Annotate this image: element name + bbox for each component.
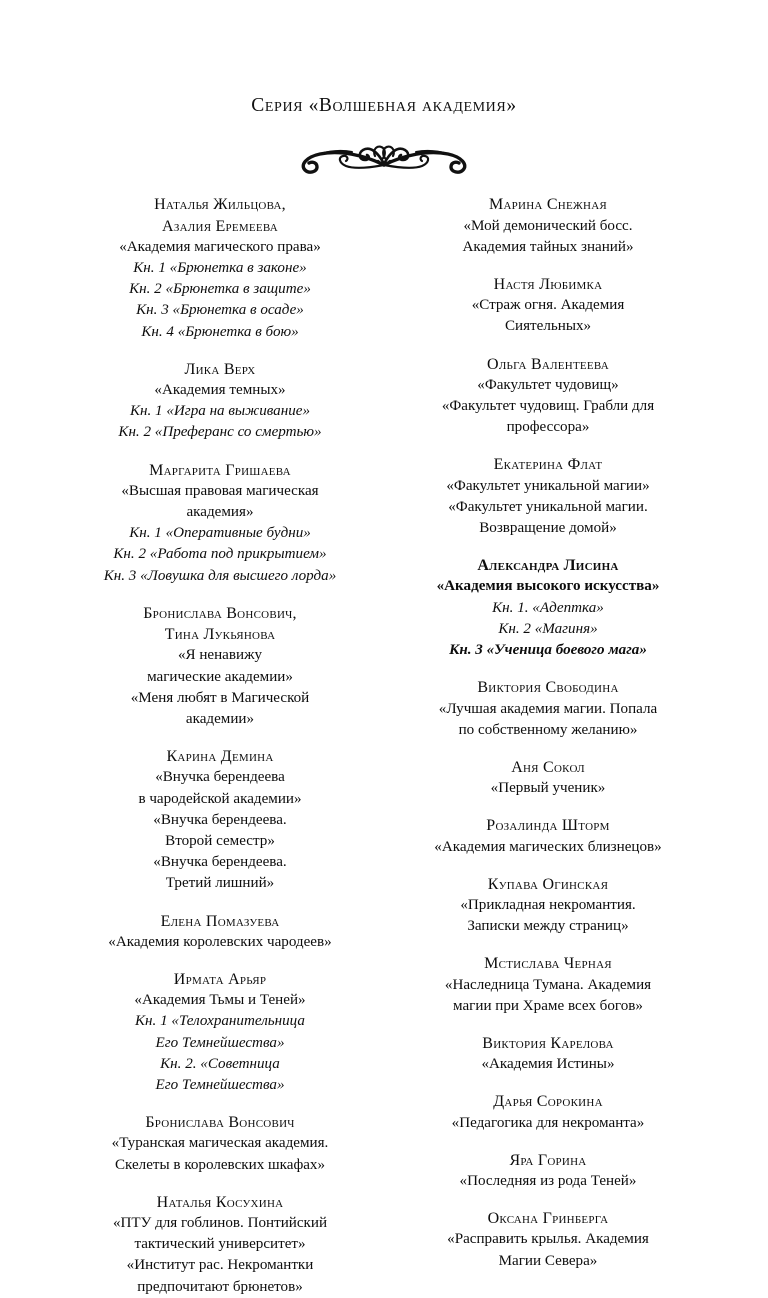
entry-book-title: «Факультет чудовищ» [477,376,619,393]
entry-author-name: Александра Лисина [477,557,619,575]
entry-book-title: «Академия темных» [154,382,286,399]
entry-book-title: «Туранская магическая академия. [111,1135,329,1152]
entry-book-title: Скелеты в королевских шкафах» [114,1156,326,1173]
entry-volume-line: Его Темнейшества» [155,1076,285,1093]
entry-book-title: «Внучка берендеева. [153,811,287,828]
entry-book-title: академии» [185,710,255,727]
entry-book-title: «Факультет уникальной магии» [446,477,650,494]
entry-volume-line: Кн. 4 «Брюнетка в бою» [141,323,299,340]
entry-author-name: Азалия Еремеева [162,217,278,235]
entry-author-name: Оксана Гринберга [487,1210,609,1228]
entry-book-title: «Академия магических близнецов» [434,838,662,855]
entry-author-name: Виктория Карелова [482,1034,614,1052]
entry-volume-line: Кн. 1. «Адептка» [492,599,604,616]
entry-author-name: Екатерина Флат [493,456,603,474]
series-entry [398,1150,698,1192]
entry-book-title: академия» [186,504,254,521]
series-entry [398,555,698,661]
entry-book-title: «Академия высокого искусства» [436,578,660,595]
entry-author-name: Бронислава Вонсович [145,1114,295,1132]
series-entry [70,359,370,444]
series-entry [398,274,698,338]
entry-volume-line: Его Темнейшества» [155,1034,285,1051]
series-entry [70,911,370,953]
entry-author-name: Розалинда Шторм [486,817,610,835]
entry-volume-line: Кн. 1 «Игра на выживание» [129,403,311,420]
series-entry [398,1208,698,1272]
entry-author-name: Аня Сокол [511,758,585,776]
entry-volume-line: Кн. 1 «Оперативные будни» [129,525,311,542]
entry-book-title: «Меня любят в Магической [130,689,310,706]
series-entry [70,1112,370,1176]
entry-book-title: магические академии» [147,668,293,685]
entry-book-title: Записки между страниц» [467,918,629,935]
entry-author-name: Настя Любимка [493,276,603,294]
series-entry [70,603,370,730]
entry-book-title: по собственному желанию» [458,721,638,738]
series-entry [398,354,698,439]
entry-author-name: Лика Верх [184,360,256,378]
entry-book-title: «Прикладная некромантия. [460,896,636,913]
entry-volume-line: Кн. 2 «Работа под прикрытием» [113,546,327,563]
entry-book-title: «Факультет уникальной магии. [448,498,648,515]
entry-book-title: «Академия Истины» [481,1056,615,1073]
entry-book-title: «Внучка берендеева [155,769,285,786]
series-entry [398,194,698,258]
series-entry [70,460,370,587]
entry-book-title: «Академия магического права» [119,238,321,255]
entry-volume-line: Кн. 3 «Ловушка для высшего лорда» [103,567,337,584]
entry-book-title: «Лучшая академия магии. Попала [438,700,658,717]
entry-book-title: в чародейской академии» [138,790,302,807]
entry-author-name: Купава Огинская [487,875,609,893]
entry-book-title: «Академия королевских чародеев» [108,933,332,950]
entry-author-name: Наталья Жильцова, [154,196,286,214]
entry-book-title: «Первый ученик» [490,780,606,797]
entry-book-title: предпочитают брюнетов» [137,1278,303,1295]
entry-author-name: Мстислава Черная [484,955,612,973]
series-columns [0,194,768,1297]
series-entry [398,757,698,799]
flourish-divider-ornament [0,138,768,180]
page-title: Серия «Волшебная академия» [251,95,517,116]
entry-book-title: «Академия Тьмы и Теней» [134,992,306,1009]
entry-book-title: «Мой демонический босс. [463,217,633,234]
entry-author-name: Ирмата Арьяр [173,970,267,988]
entry-author-name: Яра Горина [509,1151,587,1169]
entry-book-title: «Последняя из рода Теней» [459,1172,637,1189]
entry-volume-line: Кн. 2 «Магиня» [498,620,598,637]
series-entry [70,194,370,342]
entry-volume-line: Кн. 2 «Преферанс со смертью» [118,424,322,441]
series-entry [398,815,698,857]
entry-author-name: Маргарита Гришаева [149,461,291,479]
entry-book-title: тактический университет» [134,1236,306,1253]
entry-book-title: «Я ненавижу [177,647,263,664]
entry-book-title: «Страж огня. Академия [471,297,625,314]
entry-volume-line: Кн. 1 «Брюнетка в законе» [133,260,307,277]
entry-book-title: Магии Севера» [498,1252,598,1269]
column-right [398,194,698,1271]
entry-author-name: Дарья Сорокина [493,1093,603,1111]
entry-book-title: Академия тайных знаний» [462,238,634,255]
series-entry [70,746,370,894]
entry-author-name: Виктория Свободина [477,679,619,697]
entry-book-title: «Расправить крылья. Академия [447,1231,649,1248]
series-entry [70,969,370,1096]
entry-volume-line: Кн. 3 «Брюнетка в осаде» [136,302,304,319]
entry-book-title: магии при Храме всех богов» [453,997,643,1014]
entry-book-title: «ПТУ для гоблинов. Понтийский [112,1214,328,1231]
entry-book-title: «Высшая правовая магическая [121,482,319,499]
column-left [70,194,370,1297]
entry-author-name: Елена Помазуева [160,912,280,930]
entry-book-title: Третий лишний» [165,875,275,892]
entry-book-title: Сиятельных» [504,318,592,335]
entry-volume-line: Кн. 2. «Советница [160,1055,280,1072]
entry-author-name: Бронислава Вонсович, [143,604,297,622]
entry-author-name: Ольга Валентеева [487,355,609,373]
series-entry [398,1091,698,1133]
series-entry [398,1033,698,1075]
entry-volume-line: Кн. 1 «Телохранительница [135,1013,305,1030]
series-entry [398,953,698,1017]
entry-book-title: профессора» [506,419,590,436]
series-entry [398,874,698,938]
entry-book-title: «Институт рас. Некромантки [126,1257,314,1274]
series-entry [398,454,698,539]
entry-author-name: Наталья Косухина [156,1193,284,1211]
entry-book-title: Возвращение домой» [479,520,617,537]
entry-author-name: Карина Демина [166,748,274,766]
entry-author-name: Марина Снежная [488,196,608,214]
series-entry [70,1192,370,1298]
entry-book-title: «Факультет чудовищ. Грабли для [441,398,655,415]
entry-book-title: Второй семестр» [165,832,275,849]
entry-book-title: «Педагогика для некроманта» [451,1114,645,1131]
series-entry [398,677,698,741]
entry-book-title: «Наследница Тумана. Академия [444,976,652,993]
entry-author-name: Тина Лукьянова [164,626,276,644]
entry-book-title: «Внучка берендеева. [153,854,287,871]
entry-volume-line: Кн. 3 «Ученица боевого мага» [449,642,647,659]
entry-volume-line: Кн. 2 «Брюнетка в защите» [129,281,311,298]
